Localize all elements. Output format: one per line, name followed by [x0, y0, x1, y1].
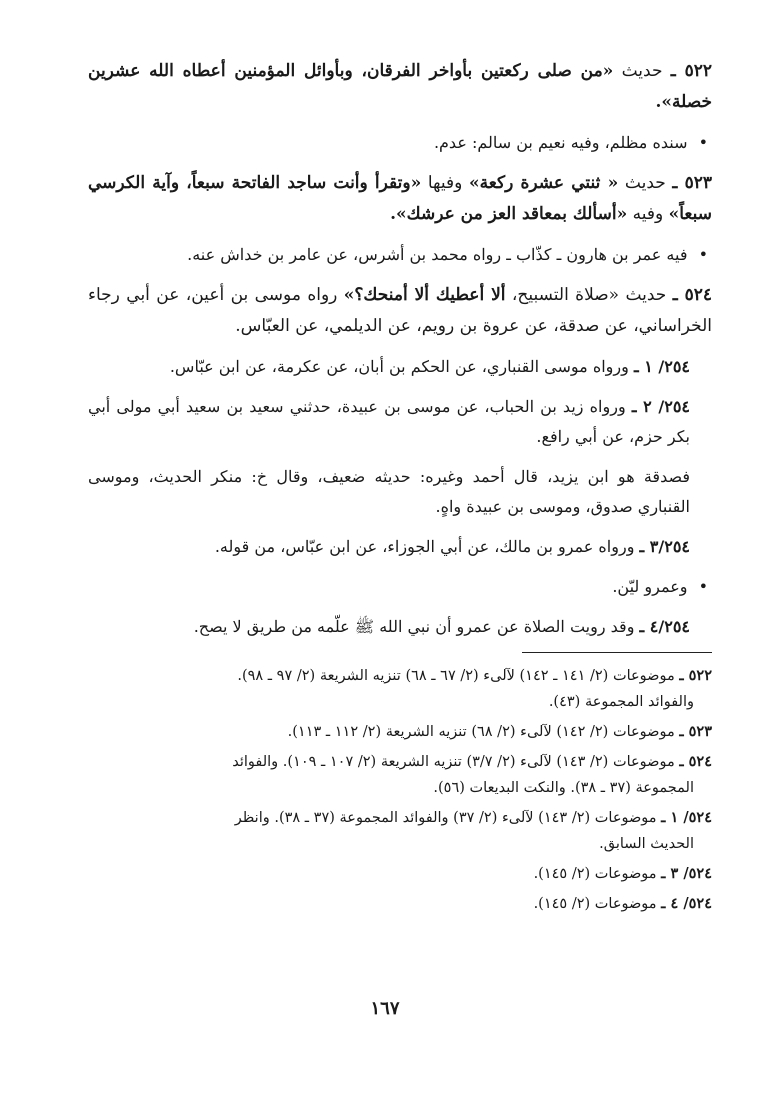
connector-text: وفيها: [427, 173, 463, 193]
sub-entry-number: ٤/٢٥٤ ـ: [639, 617, 690, 636]
footnote-text: موضوعات (٢/ ١٤٢) لآلىء (٢/ ٦٨) تنزيه الشريعة (٢/ ١١٢ ـ ١١٣).: [287, 724, 675, 740]
entry-522: [88, 56, 712, 118]
note-text: فيه عمر بن هارون ـ كذّاب ـ رواه محمد بن أشرس، عن عامر بن خداش عنه.: [187, 245, 688, 264]
sub-entry-number: ٢٥٤/ ٢ ـ: [631, 397, 691, 416]
sub-entry-254-1: [88, 352, 712, 382]
footnote-text: موضوعات (٢/ ١٤٥).: [533, 896, 657, 912]
sub-entry-254-2: [88, 392, 712, 452]
footnote-continuation: الحديث السابق.: [599, 836, 694, 852]
sub-entry-number: ٢٥٤/ ١ ـ: [633, 357, 690, 376]
note-522: [88, 128, 712, 158]
note-524: فصدقة هو ابن يزيد، قال أحمد وغيره: حديثه ضعيف، وقال خ: منكر الحديث، وموسى القنباري صدوق، وموسى بن عبيدة واهٍ.: [88, 467, 690, 516]
note-text: سنده مظلم، وفيه نعيم بن سالم: عدم.: [433, 133, 688, 152]
entry-523: [88, 168, 712, 230]
footnotes: [88, 663, 712, 917]
sub-entry-number: ٣/٢٥٤ ـ: [639, 537, 690, 556]
footnote-524-4: [88, 891, 712, 917]
footnote-number: ٥٢٤/ ٣ ـ: [661, 865, 712, 882]
entry-prefix: حديث: [624, 173, 666, 193]
sub-entry-text: ورواه زيد بن الحباب، عن موسى بن عبيدة، حدثني سعيد بن سعيد أبي مولى أبي بكر حزم، عن أبي رافع.: [88, 397, 690, 446]
page-body: [88, 56, 712, 921]
footnote-number: ٥٢٣ ـ: [679, 723, 712, 740]
entry-524: [88, 280, 712, 342]
entry-number: ٥٢٢ ـ: [670, 61, 712, 81]
hadith-quote-3: «أسألك بمعاقد العز من عرشك».: [390, 204, 628, 224]
bullet-icon: •: [698, 577, 708, 596]
footnote-number: ٥٢٤/ ١ ـ: [661, 809, 712, 826]
footnote-text: موضوعات (٢/ ١٤٣) لآلىء (٢/ ٣٧) والفوائد المجموعة (٣٧ ـ ٣٨). وانظر: [234, 810, 657, 826]
footnote-number: ٥٢٢ ـ: [679, 667, 712, 684]
page-number: ١٦٧: [370, 998, 400, 1019]
footnote-523: [88, 719, 712, 745]
entry-prefix: حديث: [621, 61, 663, 81]
sub-entry-text: ورواه عمرو بن مالك، عن أبي الجوزاء، عن ابن عبّاس، من قوله.: [214, 537, 635, 556]
footnote-text: موضوعات (٢/ ١٤٥).: [533, 866, 657, 882]
entry-chain: رواه موسى بن أعين، عن أبي رجاء الخراساني، عن صدقة، عن عروة بن رويم، عن الديلمي، عن العبّاس.: [88, 285, 712, 336]
bullet-icon: •: [698, 245, 708, 264]
hadith-quote: ألا أعطيك ألا أمنحك؟»: [343, 285, 506, 305]
note-254-3: [88, 572, 712, 602]
sub-entry-254-4: [88, 612, 712, 642]
footnote-524-1: [88, 805, 712, 857]
footnote-number: ٥٢٤/ ٤ ـ: [661, 895, 712, 912]
hadith-quote-1: « ثنتي عشرة ركعة»: [469, 173, 619, 193]
sub-entry-254-3: [88, 532, 712, 562]
sub-entry-text: وقد رويت الصلاة عن عمرو أن نبي الله ﷺ علّمه من طريق لا يصح.: [193, 617, 635, 636]
footnote-text: موضوعات (٢/ ١٤٣) لآلىء (٢/ ٣/٧) تنزيه الشريعة (٢/ ١٠٧ ـ ١٠٩). والفوائد: [232, 754, 675, 770]
footnote-524: [88, 749, 712, 801]
footnote-524-3: [88, 861, 712, 887]
entry-prefix: حديث «صلاة التسبيح،: [511, 285, 667, 305]
note-523: [88, 240, 712, 270]
note-text: وعمرو ليّن.: [612, 577, 688, 596]
bullet-icon: •: [698, 133, 708, 152]
hadith-quote: «من صلى ركعتين بأواخر الفرقان، وبأوائل المؤمنين أعطاه الله عشرين خصلة».: [88, 61, 712, 112]
footnote-continuation: والفوائد المجموعة (٤٣).: [548, 694, 694, 710]
connector-text: وفيه: [632, 204, 664, 224]
footnote-divider: [522, 652, 712, 653]
footnote-text: موضوعات (٢/ ١٤١ ـ ١٤٢) لآلىء (٢/ ٦٧ ـ ٦٨) تنزيه الشريعة (٢/ ٩٧ ـ ٩٨).: [237, 668, 675, 684]
footnote-number: ٥٢٤ ـ: [679, 753, 712, 770]
footnote-continuation: المجموعة (٣٧ ـ ٣٨). والنكت البديعات (٥٦).: [433, 780, 694, 796]
footnote-522: [88, 663, 712, 715]
entry-number: ٥٢٤ ـ: [672, 285, 712, 305]
hadith-quote-2: «وتقرأ وأنت ساجد الفاتحة سبعاً، وآية الكرسي سبعاً»: [88, 173, 712, 224]
sub-entry-text: ورواه موسى القنباري، عن الحكم بن أبان، عن عكرمة، عن ابن عبّاس.: [169, 357, 629, 376]
entry-number: ٥٢٣ ـ: [672, 173, 712, 193]
